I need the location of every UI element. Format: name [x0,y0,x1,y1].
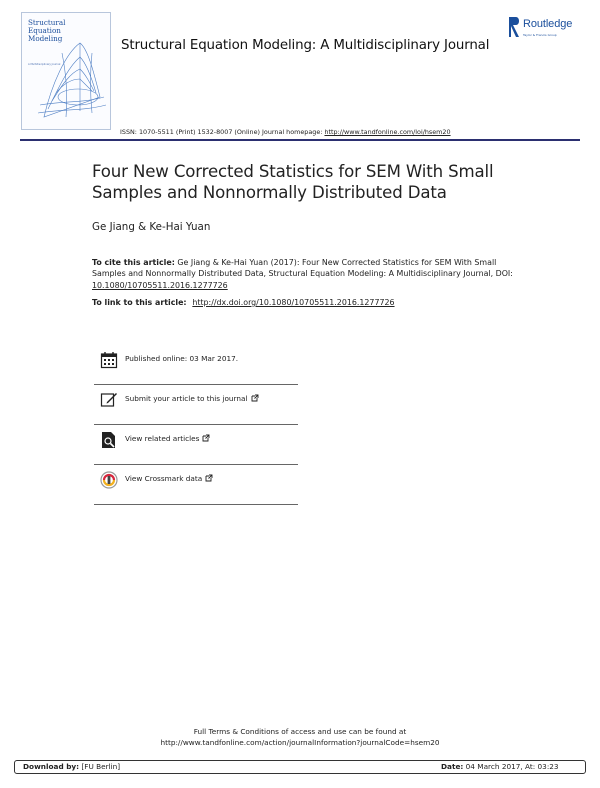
article-info-list [94,345,298,505]
related-articles-row[interactable] [94,425,298,465]
article-link-label: To link to this article: [92,298,190,307]
journal-homepage-link[interactable]: http://www.tandfonline.com/loi/hsem20 [324,128,451,136]
article-link-line [92,298,395,307]
download-date-value: 04 March 2017, At: 03:23 [463,762,559,771]
cover-title-line: Structural [28,18,66,27]
article-title: Four New Corrected Statistics for SEM With Small Samples and Nonnormally Distributed Data [92,162,494,202]
cover-subtitle: A Multidisciplinary Journal [28,63,61,66]
related-articles-label: View related articles [125,434,200,443]
article-authors: Ge Jiang & Ke-Hai Yuan [92,221,211,233]
header-divider [20,139,580,141]
edit-icon [100,391,118,409]
crossmark-icon [100,471,118,489]
external-link-icon [202,434,210,442]
published-online-text: Published online: 03 Mar 2017. [125,354,239,363]
crossmark-label: View Crossmark data [125,474,203,483]
citation-text: Ge Jiang & Ke-Hai Yuan (2017): Four New Corrected Statistics for SEM With Small Samples and Nonnormally Distributed Data, Structural Equation Modeling: A Multidisciplinary Journal, DOI: [92,258,513,279]
downloaded-by-label: Download by: [23,762,80,771]
external-link-icon [205,474,213,482]
related-articles-link[interactable] [125,434,210,443]
downloaded-by-value: [FU Berlin] [79,762,121,771]
issn-line [120,128,451,136]
article-doi-url[interactable]: http://dx.doi.org/10.1080/10705511.2016.1277726 [192,298,395,307]
published-online-row [94,345,298,385]
crossmark-row[interactable] [94,465,298,505]
submit-article-label: Submit your article to this journal [125,394,248,403]
submit-article-row[interactable] [94,385,298,425]
crossmark-link[interactable] [125,474,213,483]
download-date-label: Date: [441,762,464,771]
downloaded-by [23,762,120,771]
download-info-bar [14,760,586,774]
citation-label: To cite this article: [92,258,175,267]
terms-line: Full Terms & Conditions of access and use can be found at [193,727,407,736]
terms-of-use [0,726,600,748]
cover-title-line: Equation [28,26,61,35]
external-link-icon [251,394,259,402]
cover-title-line: Modeling [28,34,63,43]
routledge-logo[interactable] [508,14,588,44]
issn-text: ISSN: 1070-5511 (Print) 1532-8007 (Online) Journal homepage: [120,128,325,136]
submit-article-link[interactable] [125,394,259,403]
terms-url[interactable]: http://www.tandfonline.com/action/journalInformation?journalCode=hsem20 [160,738,440,747]
citation-block [92,257,532,291]
download-date [441,762,559,771]
publisher-name: Routledge [523,18,573,30]
publisher-tagline: Taylor & Francis Group [523,33,557,37]
related-articles-icon [100,431,118,449]
journal-title: Structural Equation Modeling: A Multidisciplinary Journal [121,38,490,53]
citation-doi-link[interactable]: 10.1080/10705511.2016.1277726 [92,280,228,290]
routledge-r-icon [508,16,521,38]
cover-surface-illustration [22,13,112,131]
journal-cover-thumbnail [21,12,111,130]
calendar-icon [100,351,118,369]
